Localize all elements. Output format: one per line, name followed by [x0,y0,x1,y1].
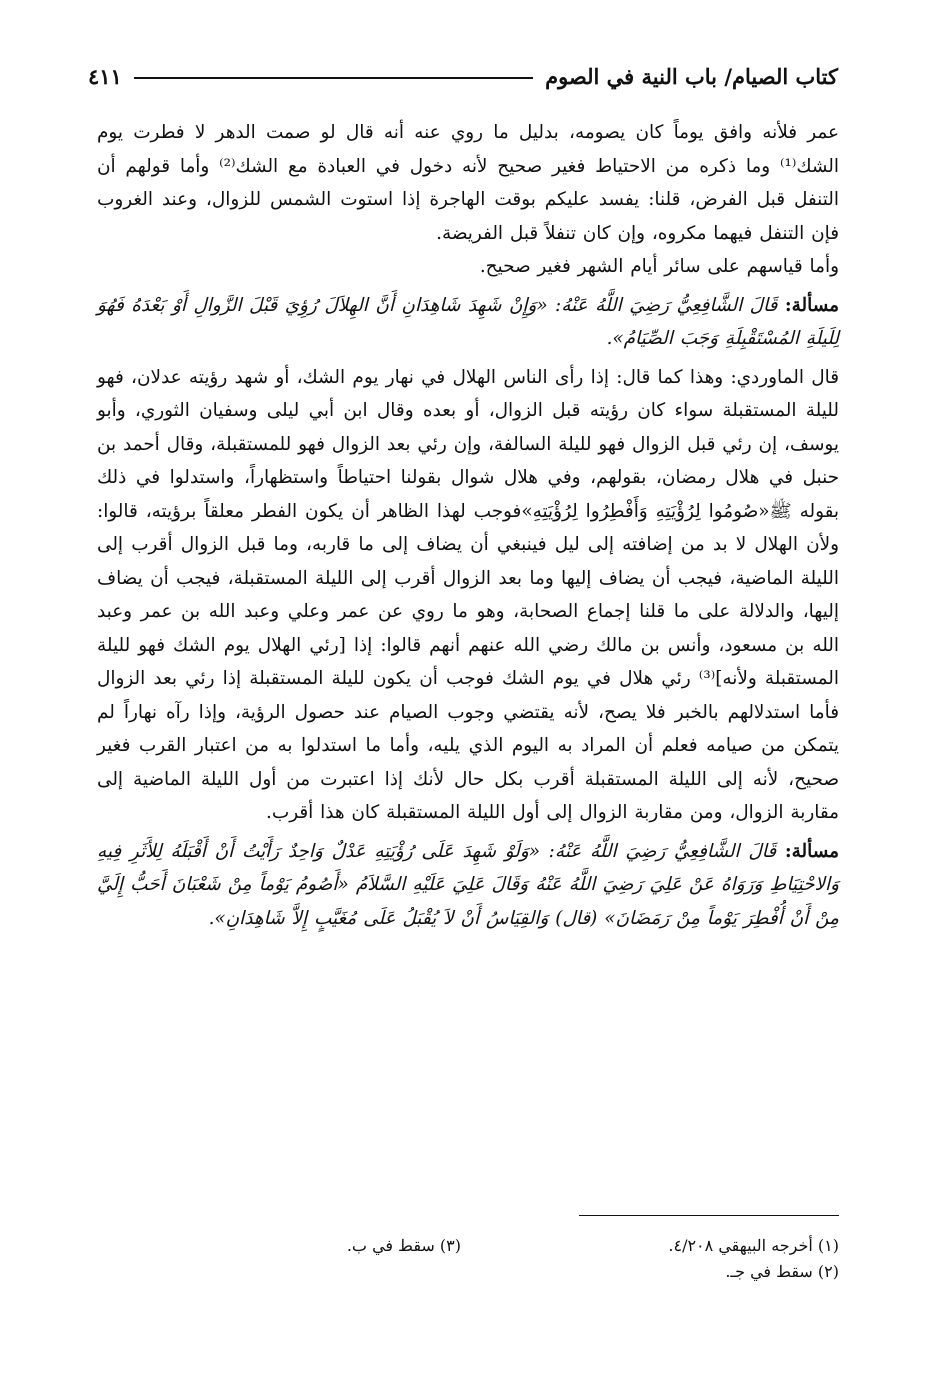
paragraph-commentary: قال الماوردي: وهذا كما قال: إذا رأى الناس الهلال في نهار يوم الشك، أو شهد رؤيته عدلان، فهو لليلة المستقبلة سواء كان رؤيته قبل الزوال، أو بعده وقال ابن أبي ليلى وسفيان الثوري، وأبو يوسف، إن رئي قبل الزوال فهو لليلة السالفة، وإن رئي بعد الزوال فهو للمستقبلة، وقال أحمد بن حنبل في هلال رمضان، بقولهم، وفي هلال شوال بقولنا احتياطاً واستظهاراً، واستدلوا في ذلك بقوله ﷺ«صُومُوا لِرُؤْيَتِهِ وَأَفْطِرُوا لِرُؤْيَتِهِ»فوجب لهذا الظاهر أن يكون الفطر معلقاً برؤيته، قالوا: ولأن الهلال لا بد من إضافته إلى ليل فينبغي أن يضاف إلى ما قاربه، وما قبل الزوال أقرب إلى الليلة الماضية، فيجب أن يضاف إليها وما بعد الزوال أقرب إلى الليلة المستقبلة، فيجب أن يضاف إليها، والدلالة على ما قلنا إجماع الصحابة، وهو ما روي عن عمر وعلي وعبد الله بن عمر وعبد الله بن مسعود، وأنس بن مالك رضي الله عنهم أنهم قالوا: إذا [رئي الهلال يوم الشك فهو لليلة المستقبلة ولأنه]⁽³⁾ رئي هلال في يوم الشك فوجب أن يكون لليلة المستقبلة إذا رئي بعد الزوال فأما استدلالهم بالخبر فلا يصح، لأنه يقتضي وجوب الصيام عند حصول الرؤية، وإذا رآه نهاراً لم يتمكن من صيامه فعلم أن المراد به اليوم الذي يليه، وأما ما استدلوا به من اعتبار القرب فغير صحيح، لأنه إلى الليلة المستقبلة أقرب بكل حال لأنك إذا اعتبرت من أول الليلة الماضية إلى مقاربة الزوال، ومن مقاربة الزوال إلى أول الليلة المستقبلة كان هذا أقرب. [97,366,839,823]
footnote-1: (١) أخرجه البيهقي ٤/٢٠٨. [668,1236,839,1255]
running-header [88,58,838,94]
footnote-separator [579,1215,839,1216]
issue-label: مسألة: [784,840,839,862]
footnote-2: (٢) سقط في جـ. [725,1262,839,1281]
footnote-3: (٣) سقط في ب. [346,1236,461,1255]
paragraph-1: عمر فلأنه وافق يوماً كان يصومه، بدليل ما روي عنه أنه قال لو صمت الدهر لا فطرت يوم الشك⁽¹⁾ وما ذكره من الاحتياط فغير صحيح لأنه دخول في العبادة مع الشك⁽²⁾ وأما قولهم أن التنفل قبل الفرض، قلنا: يفسد عليكم بوقت الهاجرة إذا استوت الشمس للزوال، وعند الغروب فإن التنفل فيهما مكروه، وإن كان تنفلاً قبل الفريضة. [97,122,839,244]
paragraph-2: وأما قياسهم على سائر أيام الشهر فغير صحيح. [479,256,839,277]
header-title: كتاب الصيام/ باب النية في الصوم [545,63,838,89]
issue-statement-2 [97,835,839,936]
issue-quote: قَالَ الشَّافِعِيُّ رَضِيَ اللَّهُ عَنْهُ: «وَإِنْ شَهِدَ شَاهِدَانِ أَنَّ الهِلاَلَ رُؤِيَ قَبْلَ الزَّوالِ أَوْ بَعْدَهُ فَهُوَ لِلَيلَةِ المُسْتَقْبِلَةِ وَجَبَ الصِّيَامُ». [97,294,839,349]
main-text [97,116,839,935]
page-number: ٤١١ [88,63,122,89]
issue-statement-1 [97,289,839,356]
issue-quote: قَالَ الشَّافِعِيُّ رَضِيَ اللَّهُ عَنْهُ: «وَلَوْ شَهِدَ عَلَى رُؤْيَتِهِ عَدْلٌ وَاحِدٌ رَأَيْتُ أَنْ أَقْبَلَهُ لِلأَثَرِ فِيهِ وَالاحْتِيَاطِ وَرَوَاهُ عَنْ عَلِيَ رَضِيَ اللَّهُ عَنْهُ وَقَالَ عَلِيَ عَلَيْهِ السَّلاَمُ «أَصُومُ يَوْماً مِنْ شَعْبَانَ أَحَبُّ إِلَيَّ مِنْ أَنْ أُفْطِرَ يَوْماً مِنْ رَمَضَانَ» (قال) وَالقِيَاسُ أَنْ لاَ يُقْبَلُ عَلَى مُغَيَّبٍ إِلاَّ شَاهِدَانِ». [97,840,839,929]
issue-label: مسألة: [784,294,839,316]
header-rule [134,77,533,79]
